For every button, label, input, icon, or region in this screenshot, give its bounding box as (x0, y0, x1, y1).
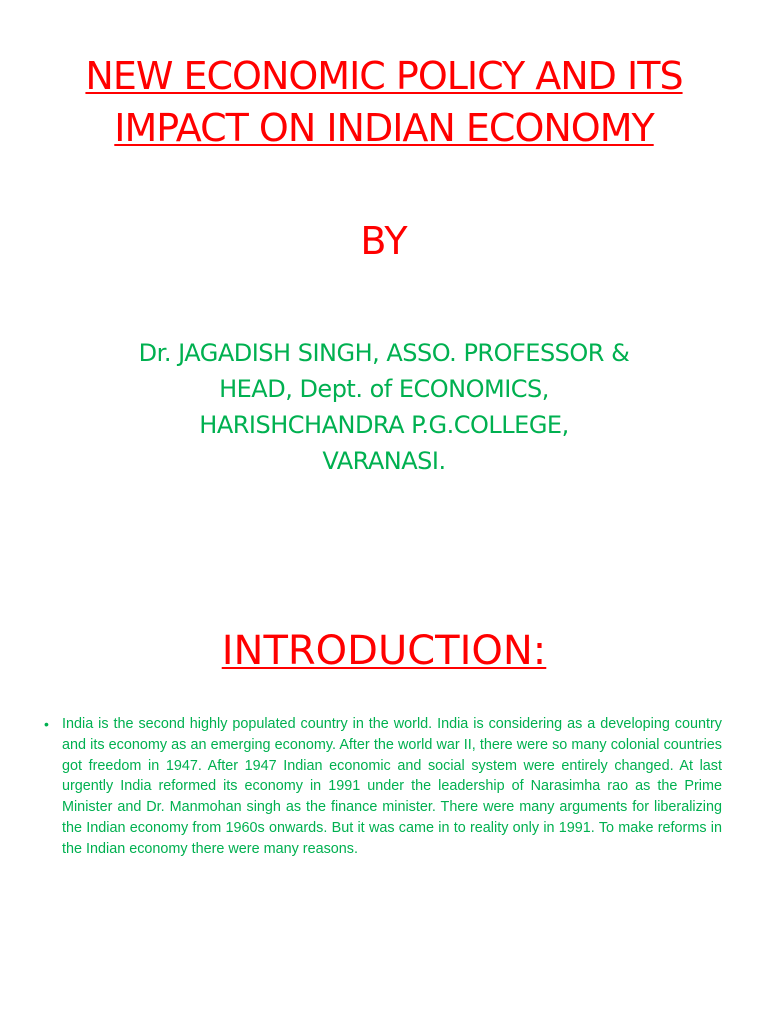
author-line-3: HARISHCHANDRA P.G.COLLEGE, (199, 411, 569, 439)
title-line-1: NEW ECONOMIC POLICY AND ITS (85, 54, 683, 98)
section-heading-text: INTRODUCTION: (221, 628, 547, 674)
list-item (44, 714, 722, 860)
author-line-4: VARANASI. (322, 447, 446, 475)
bullet-icon: • (44, 716, 49, 732)
author-block (0, 335, 768, 479)
bullet-list (44, 714, 722, 860)
page-title (0, 50, 768, 154)
title-line-2: IMPACT ON INDIAN ECONOMY (114, 106, 654, 150)
bullet-text: India is the second highly populated country in the world. India is considering as a developing country and its economy as an emerging economy. After the world war II, there were so many colonial countries got freedom in 1947. After 1947 Indian economic and social system were entirely changed. At last urgently India reformed its economy in 1991 under the leadership of Narasimha rao as the Prime Minister and Dr. Manmohan singh as the finance minister. There were many arguments for liberalizing the Indian economy from 1960s onwards. But it was came in to reality only in 1991. To make reforms in the Indian economy there were many reasons. (62, 716, 722, 857)
author-line-2: HEAD, Dept. of ECONOMICS, (219, 375, 549, 403)
author-line-1: Dr. JAGADISH SINGH, ASSO. PROFESSOR & (138, 339, 630, 367)
by-label: BY (360, 219, 408, 263)
section-heading (0, 626, 768, 676)
